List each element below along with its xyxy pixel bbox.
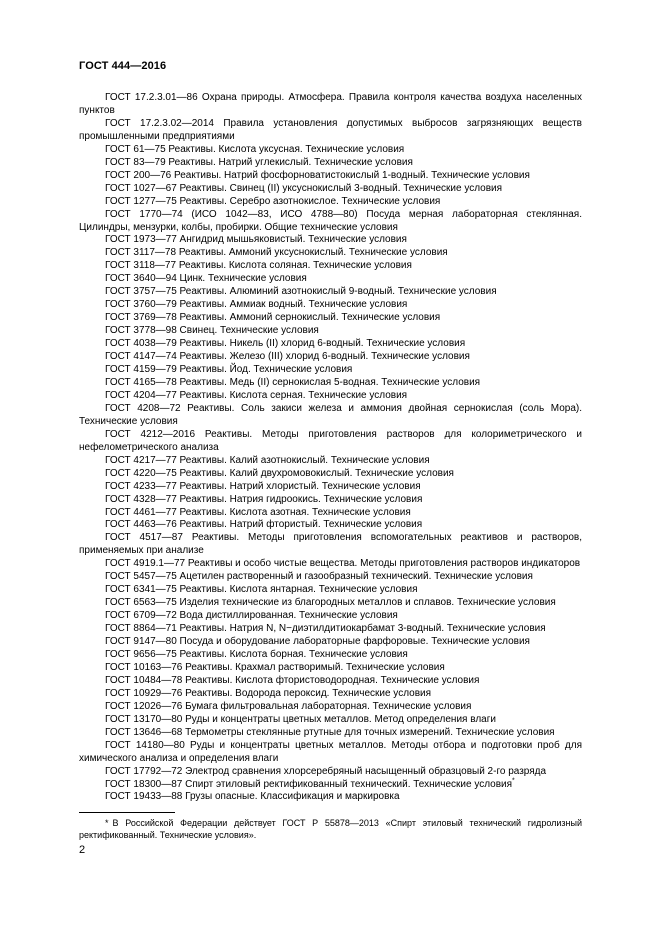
reference-item [79,196,582,209]
reference-text: ГОСТ 19433—88 Грузы опасные. Классификация и маркировка [105,791,400,803]
reference-item [79,701,582,714]
reference-text: ГОСТ 3757—75 Реактивы. Алюминий азотнокислый 9-водный. Технические условия [105,286,497,298]
reference-item [79,610,582,623]
footnote-reference-mark: * [512,777,515,785]
reference-text: ГОСТ 3778—98 Свинец. Технические условия [105,325,319,337]
page-number: 2 [79,844,86,856]
reference-text: ГОСТ 6341—75 Реактивы. Кислота янтарная. Технические условия [105,584,418,596]
reference-text: ГОСТ 9656—75 Реактивы. Кислота борная. Технические условия [105,648,408,660]
reference-text: ГОСТ 13646—68 Термометры стеклянные ртутные для точных измерений. Технические условия [105,726,555,738]
reference-text: ГОСТ 6563—75 Изделия технические из благородных металлов и сплавов. Технические условия [105,597,556,609]
reference-item [79,481,582,494]
reference-text: ГОСТ 17792—72 Электрод сравнения хлорсеребряный насыщенный образцовый 2-го разряда [105,765,547,777]
reference-item [79,675,582,688]
reference-text: ГОСТ 1027—67 Реактивы. Свинец (II) уксуснокислый 3-водный. Технические условия [105,182,503,194]
reference-item [79,766,582,779]
reference-text: ГОСТ 4233—77 Реактивы. Натрий хлористый. Технические условия [105,480,421,492]
reference-text: ГОСТ 3117—78 Реактивы. Аммоний уксуснокислый. Технические условия [105,247,448,259]
reference-text: ГОСТ 9147—80 Посуда и оборудование лабораторные фарфоровые. Технические условия [105,636,530,648]
reference-item [79,688,582,701]
reference-text: ГОСТ 1973—77 Ангидрид мышьяковистый. Технические условия [105,234,407,246]
reference-text: ГОСТ 18300—87 Спирт этиловый ректификованный технический. Технические условия [105,778,513,790]
reference-item [79,455,582,468]
reference-text: ГОСТ 4038—79 Реактивы. Никель (II) хлорид 6-водный. Технические условия [105,338,466,350]
reference-item [79,312,582,325]
reference-text: ГОСТ 1770—74 (ИСО 1042—83, ИСО 4788—80) Посуда мерная лабораторная стеклянная. Цилиндры, мензурки, колбы, пробирки. Общие технические условия [79,208,582,233]
reference-item [79,351,582,364]
reference-text: ГОСТ 4159—79 Реактивы. Йод. Технические условия [105,364,353,376]
reference-text: ГОСТ 4165—78 Реактивы. Медь (II) сернокислая 5-водная. Технические условия [105,376,481,388]
reference-text: ГОСТ 4217—77 Реактивы. Калий азотнокислый. Технические условия [105,454,430,466]
reference-item [79,519,582,532]
reference-text: ГОСТ 5457—75 Ацетилен растворенный и газообразный технический. Технические условия [105,571,533,583]
reference-text: ГОСТ 4147—74 Реактивы. Железо (III) хлорид 6-водный. Технические условия [105,351,470,363]
reference-text: ГОСТ 83—79 Реактивы. Натрий углекислый. Технические условия [105,156,413,168]
reference-item [79,234,582,247]
document-header-title: ГОСТ 444—2016 [79,60,167,72]
reference-item [79,260,582,273]
reference-text: ГОСТ 6709—72 Вода дистиллированная. Технические условия [105,610,398,622]
reference-item [79,92,582,118]
reference-text: ГОСТ 10929—76 Реактивы. Водорода пероксид. Технические условия [105,687,432,699]
reference-item [79,727,582,740]
footnote-separator [79,812,175,813]
reference-item [79,209,582,235]
reference-item [79,429,582,455]
reference-text: ГОСТ 13170—80 Руды и концентраты цветных металлов. Метод определения влаги [105,713,496,725]
reference-text: ГОСТ 12026—76 Бумага фильтровальная лабораторная. Технические условия [105,700,472,712]
reference-item [79,494,582,507]
reference-item [79,571,582,584]
reference-text: ГОСТ 3640—94 Цинк. Технические условия [105,273,307,285]
reference-item [79,597,582,610]
reference-text: ГОСТ 10163—76 Реактивы. Крахмал растворимый. Технические условия [105,661,445,673]
reference-text: ГОСТ 4212—2016 Реактивы. Методы приготовления растворов для колориметрического и нефелометрического анализа [79,428,582,453]
reference-item [79,403,582,429]
reference-text: ГОСТ 4461—77 Реактивы. Кислота азотная. Технические условия [105,506,411,518]
reference-item [79,779,582,792]
footnote-mark: * [105,818,109,828]
reference-item [79,299,582,312]
reference-item [79,662,582,675]
reference-text: ГОСТ 1277—75 Реактивы. Серебро азотнокислое. Технические условия [105,195,441,207]
reference-item [79,338,582,351]
reference-item [79,273,582,286]
reference-item [79,740,582,766]
reference-item [79,584,582,597]
reference-text: ГОСТ 4463—76 Реактивы. Натрий фтористый. Технические условия [105,519,423,531]
reference-item [79,468,582,481]
reference-item [79,144,582,157]
footnote [79,817,582,842]
reference-item [79,364,582,377]
reference-text: ГОСТ 14180—80 Руды и концентраты цветных металлов. Методы отбора и подготовки проб для химического анализа и определения влаги [79,739,582,764]
reference-text: ГОСТ 3760—79 Реактивы. Аммиак водный. Технические условия [105,299,408,311]
reference-text: ГОСТ 4919.1—77 Реактивы и особо чистые вещества. Методы приготовления растворов индикаторов [105,558,581,570]
reference-text: ГОСТ 4220—75 Реактивы. Калий двухромовокислый. Технические условия [105,467,454,479]
reference-item [79,157,582,170]
reference-text: ГОСТ 3118—77 Реактивы. Кислота соляная. Технические условия [105,260,412,272]
reference-text: ГОСТ 8864—71 Реактивы. Натрия N, N−диэтилдитиокарбамат 3-водный. Технические условия [105,623,546,635]
reference-item [79,325,582,338]
footnote-text: В Российской Федерации действует ГОСТ Р 55878—2013 «Спирт этиловый технический гидролизный ректификованный. Технические условия». [79,818,582,841]
reference-item [79,118,582,144]
reference-item [79,507,582,520]
reference-item [79,714,582,727]
reference-text: ГОСТ 61—75 Реактивы. Кислота уксусная. Технические условия [105,143,405,155]
reference-text: ГОСТ 4208—72 Реактивы. Соль закиси железа и аммония двойная сернокислая (соль Мора). Технические условия [79,402,582,427]
reference-item [79,623,582,636]
reference-text: ГОСТ 17.2.3.02—2014 Правила установления допустимых выбросов загрязняющих веществ промышленными предприятиями [79,117,582,142]
reference-text: ГОСТ 4204—77 Реактивы. Кислота серная. Технические условия [105,389,408,401]
reference-text: ГОСТ 17.2.3.01—86 Охрана природы. Атмосфера. Правила контроля качества воздуха населенных пунктов [79,92,582,116]
reference-item [79,390,582,403]
reference-text: ГОСТ 10484—78 Реактивы. Кислота фтористоводородная. Технические условия [105,674,480,686]
reference-item [79,183,582,196]
reference-item [79,377,582,390]
reference-item [79,170,582,183]
reference-item [79,791,582,804]
reference-text: ГОСТ 3769—78 Реактивы. Аммоний сернокислый. Технические условия [105,312,441,324]
reference-item [79,286,582,299]
reference-item [79,558,582,571]
reference-item [79,532,582,558]
reference-text: ГОСТ 200—76 Реактивы. Натрий фосфорноватистокислый 1-водный. Технические условия [105,169,530,181]
reference-item [79,247,582,260]
reference-text: ГОСТ 4517—87 Реактивы. Методы приготовления вспомогательных реактивов и растворов, применяемых при анализе [79,532,582,557]
reference-text: ГОСТ 4328—77 Реактивы. Натрия гидроокись. Технические условия [105,493,423,505]
reference-item [79,636,582,649]
reference-item [79,649,582,662]
normative-references-list [79,92,582,804]
